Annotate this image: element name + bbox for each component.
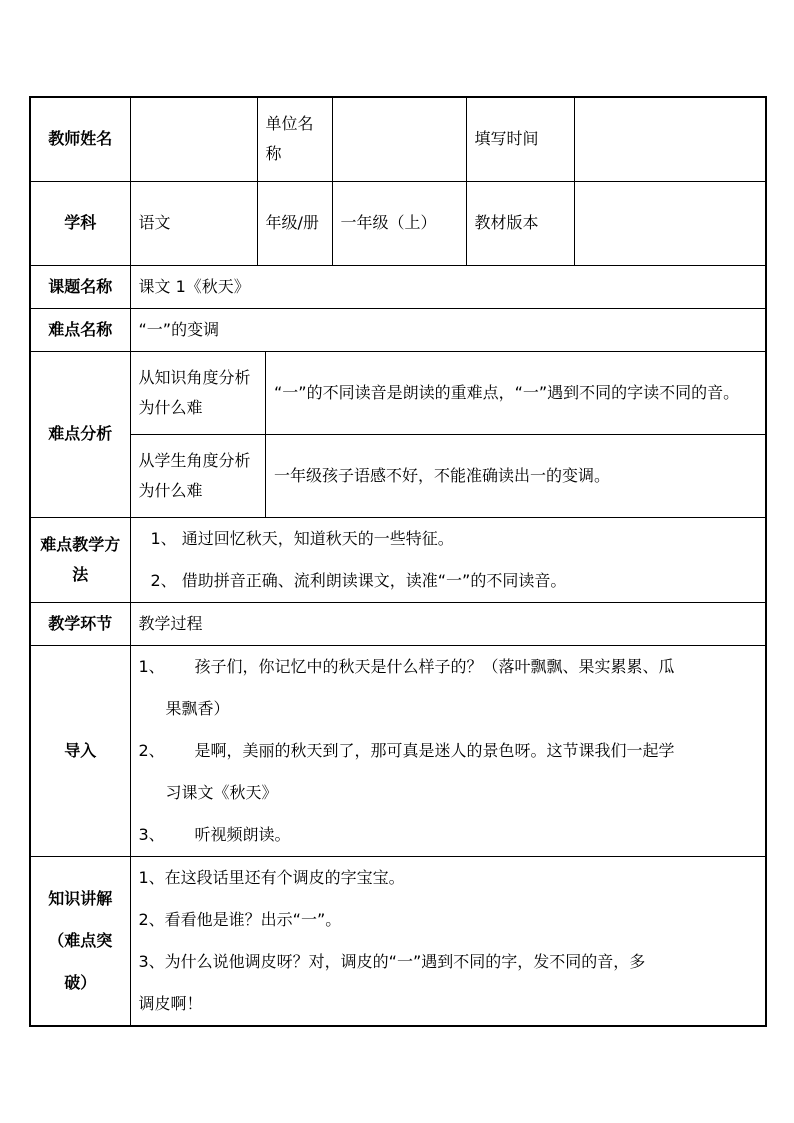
analysis-student-row: [131, 435, 766, 517]
analysis-subtable: [131, 352, 766, 517]
fill-date-value: [574, 97, 766, 181]
row-teacher: [30, 97, 766, 181]
teacher-name-value: [130, 97, 257, 181]
fill-date-label: 填写时间: [466, 97, 574, 181]
row-intro: [30, 645, 766, 856]
knowledge-item-3: 3、为什么说他调皮呀？对，调皮的“一”遇到不同的字，发不同的音，多: [138, 951, 646, 971]
stage-label: 教学环节: [30, 602, 130, 645]
textbook-label: 教材版本: [466, 181, 574, 265]
lesson-plan-sheet: [29, 96, 765, 1027]
knowledge-label-line1: 知识讲解: [48, 888, 113, 908]
process-label: 教学过程: [130, 602, 766, 645]
knowledge-label-line2: （难点突破）: [48, 930, 113, 992]
row-method: [30, 517, 766, 602]
difficulty-value: “一”的变调: [130, 308, 766, 351]
analysis-cell: [130, 351, 766, 517]
student-angle-question: 从学生角度分析为什么难: [131, 435, 266, 517]
subject-label: 学科: [30, 181, 130, 265]
row-process-header: [30, 602, 766, 645]
textbook-value: [574, 181, 766, 265]
unit-name-label: 单位名称: [257, 97, 332, 181]
intro-item-text: 孩子们，你记忆中的秋天是什么样子的？（落叶飘飘、果实累累、瓜: [194, 656, 675, 676]
intro-item-number: 1、: [138, 656, 165, 676]
knowledge-item-1: 1、在这段话里还有个调皮的字宝宝。: [138, 867, 405, 887]
row-analysis: [30, 351, 766, 517]
knowledge-item-2: 2、看看他是谁？出示“一”。: [138, 909, 342, 929]
method-label: 难点教学方法: [30, 517, 130, 602]
intro-item: [139, 730, 758, 772]
intro-item: [139, 814, 758, 856]
topic-value: 课文 1《秋天》: [130, 265, 766, 308]
intro-label: 导入: [30, 645, 130, 856]
teacher-name-label: 教师姓名: [30, 97, 130, 181]
row-subject: [30, 181, 766, 265]
lesson-plan-table: [29, 96, 767, 1027]
grade-value: 一年级（上）: [332, 181, 466, 265]
intro-item-continued: 习课文《秋天》: [165, 782, 278, 802]
analysis-label: 难点分析: [30, 351, 130, 517]
method-cell: [130, 517, 766, 602]
knowledge-cell: [130, 856, 766, 1026]
row-knowledge: [30, 856, 766, 1026]
intro-item-number: 2、: [138, 740, 165, 760]
knowledge-item-3-continued: 调皮啊！: [138, 993, 203, 1013]
unit-name-value: [332, 97, 466, 181]
student-angle-answer: 一年级孩子语感不好，不能准确读出一的变调。: [266, 435, 766, 517]
analysis-knowledge-row: [131, 352, 766, 435]
intro-item-text: 听视频朗读。: [194, 824, 291, 844]
grade-label: 年级/册: [257, 181, 332, 265]
row-topic: [30, 265, 766, 308]
intro-item-number: 3、: [138, 824, 165, 844]
method-item-1: 1、 通过回忆秋天，知道秋天的一些特征。: [150, 528, 454, 548]
method-item-2: 2、 借助拼音正确、流利朗读课文，读准“一”的不同读音。: [150, 570, 567, 590]
knowledge-angle-question: 从知识角度分析为什么难: [131, 352, 266, 435]
intro-item: [139, 646, 758, 688]
knowledge-label: [30, 856, 130, 1026]
intro-item-text: 是啊，美丽的秋天到了，那可真是迷人的景色呀。这节课我们一起学: [194, 740, 675, 760]
intro-item-continued: 果飘香）: [165, 698, 230, 718]
intro-cell: [130, 645, 766, 856]
subject-value: 语文: [130, 181, 257, 265]
topic-label: 课题名称: [30, 265, 130, 308]
row-difficulty: [30, 308, 766, 351]
knowledge-angle-answer: “一”的不同读音是朗读的重难点，“一”遇到不同的字读不同的音。: [266, 352, 766, 435]
difficulty-label: 难点名称: [30, 308, 130, 351]
